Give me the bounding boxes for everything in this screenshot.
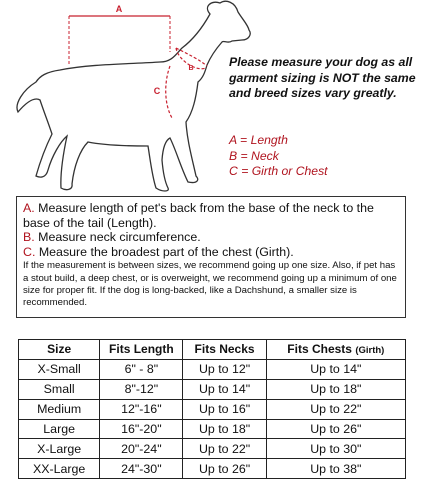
step-letter-a: A. bbox=[23, 201, 35, 215]
table-row bbox=[19, 399, 406, 419]
table-row bbox=[19, 419, 406, 439]
sizing-intro-text: Please measure your dog as all garment sizing is NOT the same and breed sizes vary greatly. bbox=[229, 55, 416, 100]
cell-chest: Up to 14" bbox=[266, 359, 405, 379]
step-letter-b: B. bbox=[23, 230, 35, 245]
table-row bbox=[19, 439, 406, 459]
sizing-note: If the measurement is between sizes, we recommend going up one size. Also, if pet has a stout build, a deep chest, or is overweight, we recommend going up a minimum of one size for proper fit. If the dog is long-backed, like a Dachshund, a smaller size is recommended. bbox=[23, 260, 397, 309]
label-a: A bbox=[115, 4, 123, 14]
cell-length: 16"-20" bbox=[100, 419, 183, 439]
cell-size: X-Large bbox=[19, 439, 100, 459]
table-header-row bbox=[19, 340, 406, 360]
instruction-step-a bbox=[23, 201, 400, 230]
cell-neck: Up to 22" bbox=[183, 439, 266, 459]
dog-outline-icon bbox=[17, 1, 250, 191]
label-c: C bbox=[153, 86, 161, 96]
legend-neck: B = Neck bbox=[229, 148, 279, 163]
cell-length: 20"-24" bbox=[100, 439, 183, 459]
instruction-step-b bbox=[23, 230, 400, 245]
step-letter-c: C. bbox=[23, 244, 36, 259]
cell-size: XX-Large bbox=[19, 459, 100, 479]
cell-neck: Up to 14" bbox=[183, 379, 266, 399]
cell-chest: Up to 18" bbox=[266, 379, 405, 399]
step-text-c: Measure the broadest part of the chest (Girth). bbox=[35, 244, 294, 259]
cell-length: 8"-12" bbox=[100, 379, 183, 399]
instruction-step-c bbox=[23, 245, 400, 260]
header-size: Size bbox=[19, 340, 100, 360]
measurement-legend bbox=[229, 133, 419, 180]
legend-length: A = Length bbox=[229, 133, 288, 147]
cell-chest: Up to 38" bbox=[266, 459, 405, 479]
step-text-a: Measure length of pet's back from the base of the neck to the base of the tail (Length). bbox=[23, 201, 374, 230]
cell-neck: Up to 18" bbox=[183, 419, 266, 439]
header-neck: Fits Necks bbox=[183, 340, 266, 360]
legend-girth: C = Girth or Chest bbox=[229, 164, 328, 178]
header-chest bbox=[266, 340, 405, 360]
cell-chest: Up to 22" bbox=[266, 399, 405, 419]
table-row bbox=[19, 379, 406, 399]
cell-size: Large bbox=[19, 419, 100, 439]
length-measure-line bbox=[69, 16, 170, 64]
cell-size: X-Small bbox=[19, 359, 100, 379]
table-row bbox=[19, 359, 406, 379]
cell-neck: Up to 16" bbox=[183, 399, 266, 419]
cell-chest: Up to 30" bbox=[266, 439, 405, 459]
cell-neck: Up to 12" bbox=[183, 359, 266, 379]
header-length: Fits Length bbox=[100, 340, 183, 360]
label-b: B bbox=[188, 65, 194, 72]
cell-size: Medium bbox=[19, 399, 100, 419]
cell-length: 6" - 8" bbox=[100, 359, 183, 379]
cell-length: 24"-30" bbox=[100, 459, 183, 479]
header-chest-label: Fits Chests bbox=[287, 342, 352, 357]
cell-chest: Up to 26" bbox=[266, 419, 405, 439]
table-row bbox=[19, 459, 406, 479]
header-chest-suffix: (Girth) bbox=[355, 345, 385, 357]
cell-size: Small bbox=[19, 379, 100, 399]
step-text-b: Measure neck circumference. bbox=[34, 230, 201, 245]
cell-length: 12"-16" bbox=[100, 399, 183, 419]
measurement-instructions bbox=[16, 196, 406, 318]
size-chart-table bbox=[18, 339, 406, 479]
cell-neck: Up to 26" bbox=[183, 459, 266, 479]
